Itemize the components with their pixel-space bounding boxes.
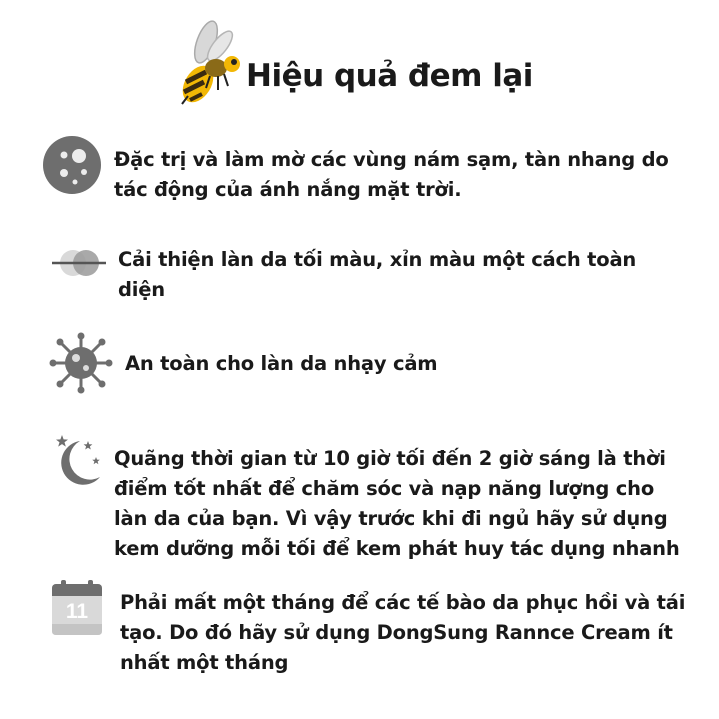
benefit-2-text: Cải thiện làn da tối màu, xỉn màu một cách toàn diện	[118, 248, 637, 301]
calendar-day: 11	[65, 600, 89, 623]
moon-stars-icon	[50, 433, 106, 487]
benefit-3-text: An toàn cho làn da nhạy cảm	[125, 352, 438, 375]
tone-circles-icon	[52, 248, 108, 278]
spots-icon	[42, 135, 102, 195]
benefit-1-text: Đặc trị và làm mờ các vùng nám sạm, tàn nhang do tác động của ánh nắng mặt trời.	[114, 148, 669, 201]
benefit-4-text: Quãng thời gian từ 10 giờ tối đến 2 giờ sáng là thời điểm tốt nhất để chăm sóc và nạp năng lượng cho làn da của bạn. Vì vậy trước khi đi ngủ hãy sử dụng kem dưỡng mỗi tối để kem phát huy tác dụng nhanh	[114, 447, 680, 560]
bee-icon	[176, 20, 244, 108]
calendar-icon	[51, 580, 103, 636]
virus-icon	[48, 332, 114, 394]
page-title: Hiệu quả đem lại	[246, 58, 533, 94]
benefit-5-text: Phải mất một tháng để các tế bào da phục hồi và tái tạo. Do đó hãy sử dụng DongSung Rannce Cream ít nhất một tháng	[120, 591, 686, 674]
